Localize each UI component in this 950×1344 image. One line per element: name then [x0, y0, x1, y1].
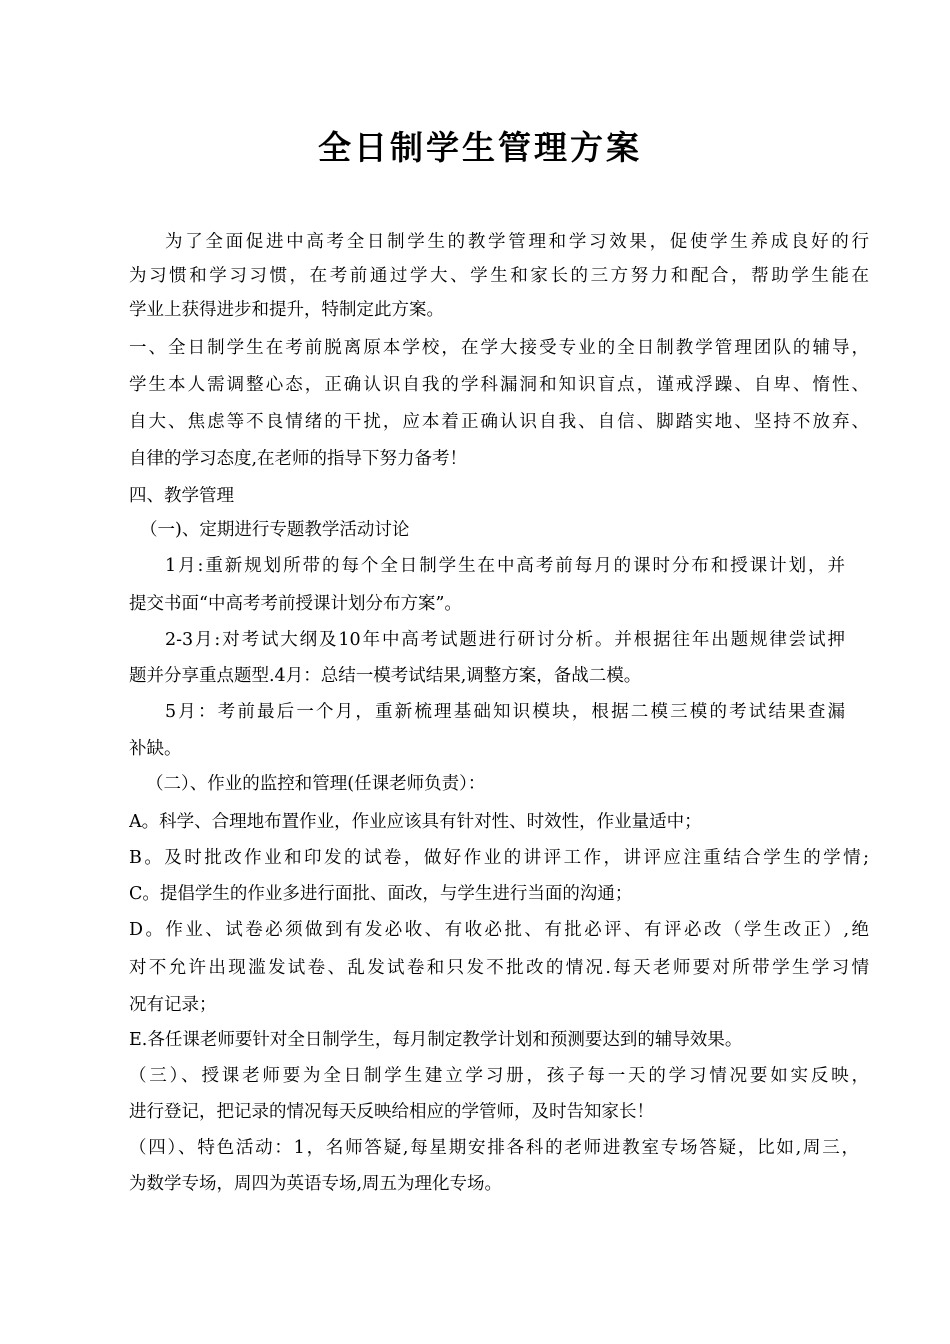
paragraph-line: 题并分享重点题型.4月：总结一模考试结果,调整方案，备战二模。	[129, 666, 642, 686]
paragraph-line: （三）、授课老师要为全日制学生建立学习册，孩子每一天的学习情况要如实反映，	[129, 1066, 869, 1086]
paragraph-line: 补缺。	[129, 739, 182, 759]
paragraph-line: 为习惯和学习习惯，在考前通过学大、学生和家长的三方努力和配合，帮助学生能在	[129, 266, 869, 286]
list-item: A。科学、合理地布置作业，作业应该具有针对性、时效性，作业量适中；	[129, 812, 702, 832]
list-item: B。及时批改作业和印发的试卷，做好作业的讲评工作，讲评应注重结合学生的学情;	[129, 848, 869, 868]
list-item: 况有记录；	[129, 995, 217, 1015]
paragraph-line: 1月:重新规划所带的每个全日制学生在中高考前每月的课时分布和授课计划，并	[165, 556, 845, 576]
list-item: E.各任课老师要针对全日制学生，每月制定教学计划和预测要达到的辅导效果。	[129, 1030, 743, 1050]
paragraph-line: 自律的学习态度,在老师的指导下努力备考！	[129, 449, 468, 469]
list-item: C。提倡学生的作业多进行面批、面改，与学生进行当面的沟通；	[129, 884, 633, 904]
paragraph-line: 2-3月:对考试大纲及10年中高考试题进行研讨分析。并根据往年出题规律尝试押	[165, 630, 845, 650]
paragraph-line: 学业上获得进步和提升，特制定此方案。	[129, 300, 444, 320]
subsection-heading: （一)、定期进行专题教学活动讨论	[140, 520, 410, 540]
paragraph-line: 为了全面促进中高考全日制学生的教学管理和学习效果，促使学生养成良好的行	[165, 232, 869, 252]
list-item: 对不允许出现滥发试卷、乱发试卷和只发不批改的情况.每天老师要对所带学生学习情	[129, 958, 869, 978]
paragraph-line: 5月：考前最后一个月，重新梳理基础知识模块，根据二模三模的考试结果查漏	[165, 702, 845, 722]
paragraph-line: 学生本人需调整心态，正确认识自我的学科漏洞和知识盲点，谨戒浮躁、自卑、惰性、	[129, 375, 869, 395]
paragraph-line: 自大、焦虑等不良情绪的干扰，应本着正确认识自我、自信、脚踏实地、坚持不放弃、	[129, 412, 869, 432]
paragraph-line: 一、全日制学生在考前脱离原本学校，在学大接受专业的全日制教学管理团队的辅导，	[129, 338, 869, 358]
section-heading: 四、教学管理	[129, 486, 234, 506]
paragraph-line: 为数学专场，周四为英语专场,周五为理化专场。	[129, 1174, 503, 1194]
list-item: D。作业、试卷必须做到有发必收、有收必批、有批必评、有评必改（学生改正）,绝	[129, 920, 869, 940]
subsection-heading: （二）、作业的监控和管理(任课老师负责）：	[146, 774, 486, 794]
paragraph-line: 进行登记，把记录的情况每天反映给相应的学管师，及时告知家长！	[129, 1102, 654, 1122]
paragraph-line: 提交书面“中高考考前授课计划分布方案”。	[129, 594, 462, 614]
paragraph-line: （四）、特色活动：1，名师答疑,每星期安排各科的老师进教室专场答疑，比如,周三，	[129, 1138, 859, 1158]
page-title: 全日制学生管理方案	[318, 128, 642, 167]
